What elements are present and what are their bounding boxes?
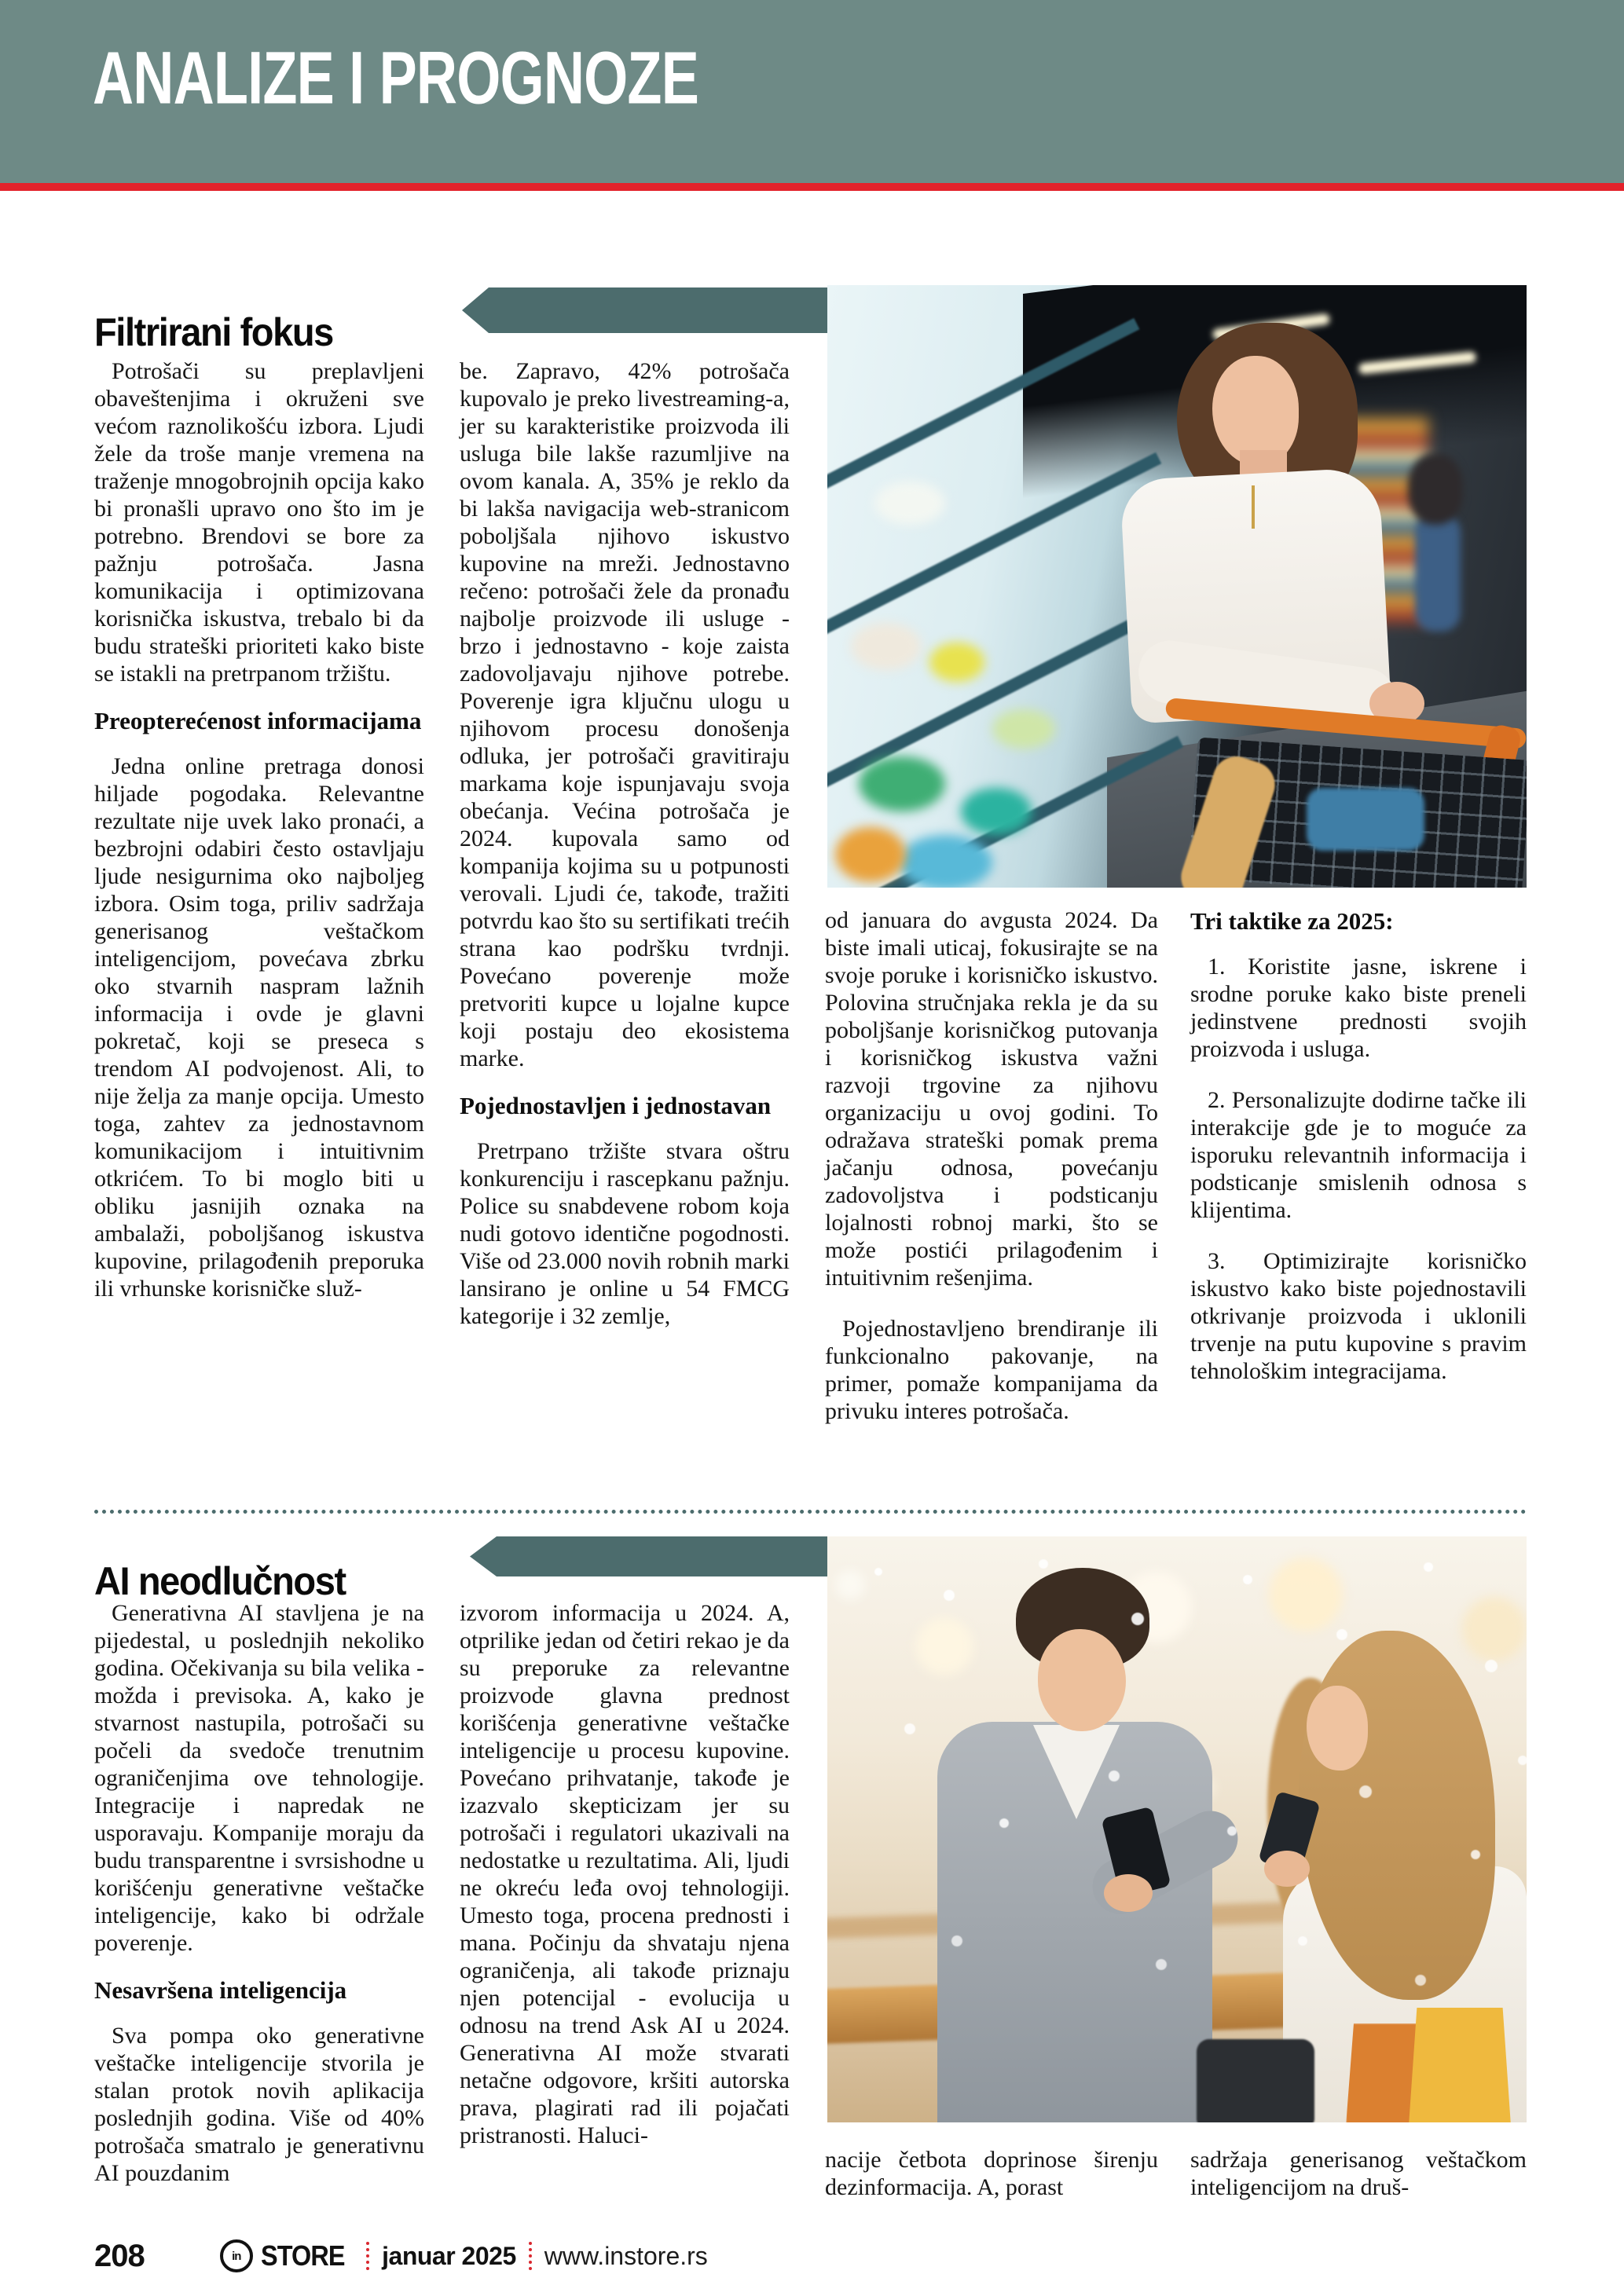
photo2-man-face	[1038, 1629, 1126, 1731]
photo2-snow-overlay	[874, 1568, 882, 1576]
footer-dotted-separator	[529, 2242, 532, 2270]
section1-column2	[460, 357, 790, 1330]
instore-logo-text: STORE	[260, 2239, 345, 2272]
paragraph: od januara do avgusta 2024. Da biste imali uticaj, fokusirajte se na svoje poruke i korisničko iskustvo. Polovina stručnjaka rekla je da su poboljšanje korisničkog putovanja i korisničkog iskustva važni razvoji trgovine za njihovu organizaciju u ovoj godini. To odražava strateški pomak prema jačanju odnosa, povećanju zadovoljstva i podsticanju lojalnosti robnoj marki, što se može postići prilagođenim i intuitivnim rešenjima.	[825, 907, 1158, 1291]
photo1-background-shopper	[1408, 454, 1463, 525]
section2-column2	[460, 1599, 790, 2149]
photo2-handbag	[1197, 2039, 1314, 2122]
section2-column1	[94, 1599, 424, 2187]
paragraph: Potrošači su preplavljeni obaveštenjima i okruženi sve većom raznolikošću izbora. Ljudi žele da troše manje vremena na traženje mnogobrojnih opcija kako bi pronašli upravo ono što im je potrebno. Brendovi se bore za pažnju potrošača. Jasna komunikacija i optimizovana korisnička iskustva, trebalo bi da budu strateški prioriteti kako biste se istakli na pretrpanom tržištu.	[94, 358, 424, 687]
paragraph: nacije četbota doprinose širenju dezinformacija. A, porast	[825, 2147, 1158, 2200]
photo1-product	[992, 709, 1055, 749]
section1-column3	[825, 906, 1158, 1425]
paragraph: sadržaja generisanog veštačkom inteligencijom na druš-	[1190, 2147, 1527, 2200]
section2-arrow-band	[470, 1536, 827, 1576]
photo1-product	[859, 756, 945, 811]
paragraph: Sva pompa oko generativne veštačke inteligencije stvorila je stalan protok novih aplikacija poslednjih godina. Više od 40% potrošača smatralo je generativnu AI pouzdanim	[94, 2023, 424, 2186]
subheading-preopterecenost: Preopterećenost informacijama	[94, 707, 422, 734]
section1-column4	[1190, 906, 1527, 1385]
photo1-woman-face	[1212, 356, 1299, 466]
header-red-rule	[0, 183, 1624, 191]
section2-column3	[825, 2146, 1158, 2201]
photo-shoppers-with-phones	[827, 1536, 1527, 2122]
section1-arrow-band	[462, 287, 827, 333]
paragraph: Generativna AI stavljena je na pijedestal, u poslednjih nekoliko godina. Očekivanja su bila velika - možda i previsoka. A, kako je stvarnost nastupila, potrošači su počeli da svedoče trenutnim ograničenjima ove tehnologije. Integracije i napredak ne usporavaju. Kompanije moraju da budu transparentne i svrsishodne u korišćenju generativne veštačke inteligencije, kako bi održale poverenje.	[94, 1600, 424, 1956]
paragraph: Pojednostavljeno brendiranje ili funkcionalno pakovanje, na primer, pomaže kompanijama da privuku interes potrošača.	[825, 1316, 1158, 1424]
section1-column1	[94, 357, 424, 1302]
page-number: 208	[94, 2238, 145, 2273]
photo1-necklace	[1252, 485, 1255, 529]
section2-title: AI neodlučnost	[94, 1558, 346, 1603]
instore-logo	[220, 2239, 354, 2272]
section-divider-dotted	[94, 1510, 1527, 1514]
photo1-product	[961, 788, 1032, 835]
website-url: www.instore.rs	[544, 2241, 708, 2270]
section1-title: Filtrirani fokus	[94, 309, 333, 354]
tactic-item-3: 3. Optimizirajte korisničko iskustvo kako biste pojednostavili otkrivanje proizvoda i uklonili trvenje na putu kupovine s pravim tehnološkim integracijama.	[1190, 1248, 1527, 1384]
photo2-woman-face	[1307, 1686, 1368, 1771]
paragraph: be. Zapravo, 42% potrošača kupovalo je preko livestreaming-a, jer su karakteristike proizvoda ili usluga bile lakše razumljive na ovom kanala. A, 35% je reklo da bi lakša navigacija web-stranicom poboljšala njihovo iskustvo kupovine na mreži. Jednostavno rečeno: potrošači žele da pronađu najbolje proizvode ili usluge - brzo i jednostavno - koje zaista zadovoljavaju njihove potrebe. Poverenje igra ključnu ulogu u njihovom procesu donošenja odluka, jer potrošači gravitiraju markama koje ispunjavaju svoja obećanja. Većina potrošača je 2024. kupovala samo od kompanija kojima su u potpunosti verovali. Ljudi će, takođe, tražiti potvrdu kao što su sertifikati trećih strana kao podršku tvrdnji. Povećano poverenje može pretvoriti kupce u lojalne kupce koji postaju deo ekosistema marke.	[460, 358, 790, 1071]
photo2-shopping-bag-yellow	[1409, 2008, 1511, 2122]
paragraph: Pretrpano tržište stvara oštru konkurenciju i rascepkanu pažnju. Police su snabdevene robom koja nudi gotovo identične pogodnosti. Više od 23.000 novih robnih marki lansirano je online u 54 FMCG kategorije i 32 zemlje,	[460, 1138, 790, 1329]
photo1-product	[898, 835, 992, 888]
photo1-product	[835, 827, 906, 882]
photo2-man-hand	[1104, 1874, 1153, 1912]
photo1-product	[851, 623, 922, 670]
photo1-price-tag	[929, 643, 984, 682]
subheading-nesavrsena: Nesavršena inteligencija	[94, 1976, 347, 2004]
photo1-product	[874, 482, 945, 525]
photo1-background-shopper	[1415, 514, 1461, 632]
subheading-tri-taktike: Tri taktike za 2025:	[1190, 907, 1394, 935]
photo-supermarket-shopper	[827, 285, 1527, 888]
footer-dotted-separator	[366, 2242, 369, 2270]
page-footer	[94, 2236, 708, 2276]
instore-logo-icon: in	[220, 2239, 253, 2272]
tactic-item-1: 1. Koristite jasne, iskrene i srodne poruke kako biste preneli jedinstvene prednosti svojih proizvoda i usluga.	[1190, 954, 1527, 1062]
issue-date: januar 2025	[382, 2241, 516, 2270]
subheading-pojednostavljen: Pojednostavljen i jednostavan	[460, 1092, 772, 1119]
photo2-woman-hand	[1264, 1851, 1310, 1887]
section2-column4	[1190, 2146, 1527, 2201]
photo1-cart-item	[1307, 788, 1424, 851]
paragraph: izvorom informacija u 2024. A, otprilike jedan od četiri rekao je da su preporuke za relevantne proizvode glavna prednost korišćenja generativne veštačke inteligencije u procesu kupovine. Povećano prihvatanje, takođe je izazvalo skepticizam jer su potrošači i regulatori ukazivali na nedostatke u rezultatima. Ali, ljudi ne okreću leđa ovoj tehnologiji. Umesto toga, procena prednosti i mana. Počinju da shvataju njena ograničenja, ali takođe priznaju njen potencijal - evolucija u odnosu na trend Ask AI u 2024. Generativna AI može stvarati netačne odgovore, kršiti autorska prava, plagirati rad ili pojačati pristranosti. Haluci-	[460, 1600, 790, 2148]
paragraph: Jedna online pretraga donosi hiljade pogodaka. Relevantne rezultate nije uvek lako pronaći, a bezbrojni odabiri često ostavljaju ljude nesigurnima oko najboljeg izbora. Osim toga, priliv sadržaja generisanog veštačkom inteligencijom, povećava zbrku oko stvarnih naspram lažnih informacija i ovde je glavni pokretač, koji se preseca s trendom AI podvojenost. Ali, to nije želja za manje opcija. Umesto toga, zahtev za jednostavnom komunikacijom i intuitivnim otkrićem. To bi moglo biti u obliku jasnijih oznaka na ambalaži, poboljšanog iskustva kupovine, prilagođenih preporuka ili vrhunske korisničke služ-	[94, 753, 424, 1302]
tactic-item-2: 2. Personalizujte dodirne tačke ili interakcije gde je to moguće za isporuku relevantnih informacija i podsticanje smislenih odnosa s klijentima.	[1190, 1087, 1527, 1223]
section-kicker: ANALIZE I PROGNOZE	[93, 35, 699, 119]
